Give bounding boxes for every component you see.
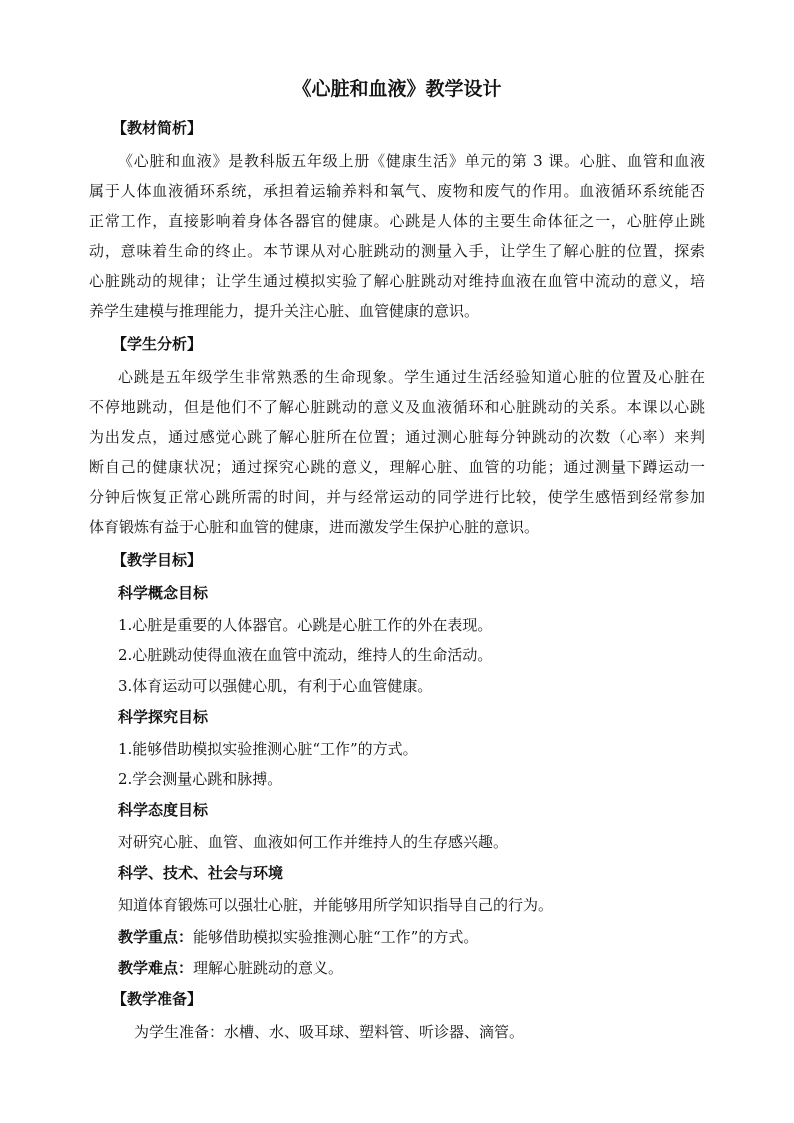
section-heading-students: 【学生分析】 [112, 335, 203, 353]
section-heading-textbook: 【教材简析】 [112, 119, 203, 137]
subheading-attitude-goals: 科学态度目标 [118, 801, 209, 819]
paragraph-line: 动，意味着生命的终止。本节课从对心脏跳动的测量入手，让学生了解心脏的位置，探索 [89, 242, 705, 260]
list-item: 2.学会测量心跳和脉搏。 [118, 770, 283, 788]
list-item: 3.体育运动可以强健心肌，有利于心血管健康。 [118, 677, 433, 695]
paragraph-line: 《心脏和血液》是教科版五年级上册《健康生活》单元的第 3 课。心脏、血管和血液 [118, 152, 705, 170]
list-item: 1.能够借助模拟实验推测心脏“工作”的方式。 [118, 740, 418, 758]
subheading-concept-goals: 科学概念目标 [118, 584, 209, 602]
paragraph-line: 不停地跳动，但是他们不了解心脏跳动的意义及血液循环和心脏跳动的关系。本课以心跳 [89, 398, 705, 416]
paragraph-line: 正常工作，直接影响着身体各器官的健康。心跳是人体的主要生命体征之一，心脏停止跳 [89, 212, 705, 230]
paragraph-line: 断自己的健康状况；通过探究心跳的意义，理解心脏、血管的功能；通过测量下蹲运动一 [89, 458, 705, 476]
key-point-label: 教学重点： [118, 928, 194, 946]
list-item: 1.心脏是重要的人体器官。心跳是心脏工作的外在表现。 [118, 616, 493, 634]
list-item: 2.心脏跳动使得血液在血管中流动，维持人的生命活动。 [118, 646, 493, 664]
section-heading-goals: 【教学目标】 [112, 551, 203, 569]
list-item: 知道体育锻炼可以强壮心脏，并能够用所学知识指导自己的行为。 [118, 896, 554, 914]
section-heading-preparation: 【教学准备】 [112, 990, 203, 1008]
paragraph-line: 体育锻炼有益于心脏和血管的健康，进而激发学生保护心脏的意识。 [89, 518, 540, 536]
paragraph-line: 为出发点，通过感觉心跳了解心脏所在位置；通过测心脏每分钟跳动的次数（心率）来判 [89, 428, 705, 446]
difficulty-text: 理解心脏跳动的意义。 [193, 959, 344, 977]
preparation-text: 为学生准备：水槽、水、吸耳球、塑料管、听诊器、滴管。 [134, 1023, 525, 1041]
document-title: 《心脏和血液》教学设计 [292, 78, 502, 100]
key-point-text: 能够借助模拟实验推测心脏“工作”的方式。 [193, 928, 479, 946]
paragraph-line: 心脏跳动的规律；让学生通过模拟实验了解心脏跳动对维持血液在血管中流动的意义，培 [89, 272, 705, 290]
difficulty-line [118, 957, 343, 979]
paragraph-line: 养学生建模与推理能力，提升关注心脏、血管健康的意识。 [89, 302, 480, 320]
subheading-inquiry-goals: 科学探究目标 [118, 708, 209, 726]
subheading-sts-goals: 科学、技术、社会与环境 [118, 864, 284, 882]
paragraph-line: 属于人体血液循环系统，承担着运输养料和氧气、废物和废气的作用。血液循环系统能否 [89, 182, 705, 200]
list-item: 对研究心脏、血管、血液如何工作并维持人的生存感兴趣。 [118, 833, 509, 851]
key-point-line [118, 926, 478, 948]
paragraph-line: 心跳是五年级学生非常熟悉的生命现象。学生通过生活经验知道心脏的位置及心脏在 [118, 368, 705, 386]
difficulty-label: 教学难点： [118, 959, 194, 977]
paragraph-line: 分钟后恢复正常心跳所需的时间，并与经常运动的同学进行比较，使学生感悟到经常参加 [89, 488, 705, 506]
